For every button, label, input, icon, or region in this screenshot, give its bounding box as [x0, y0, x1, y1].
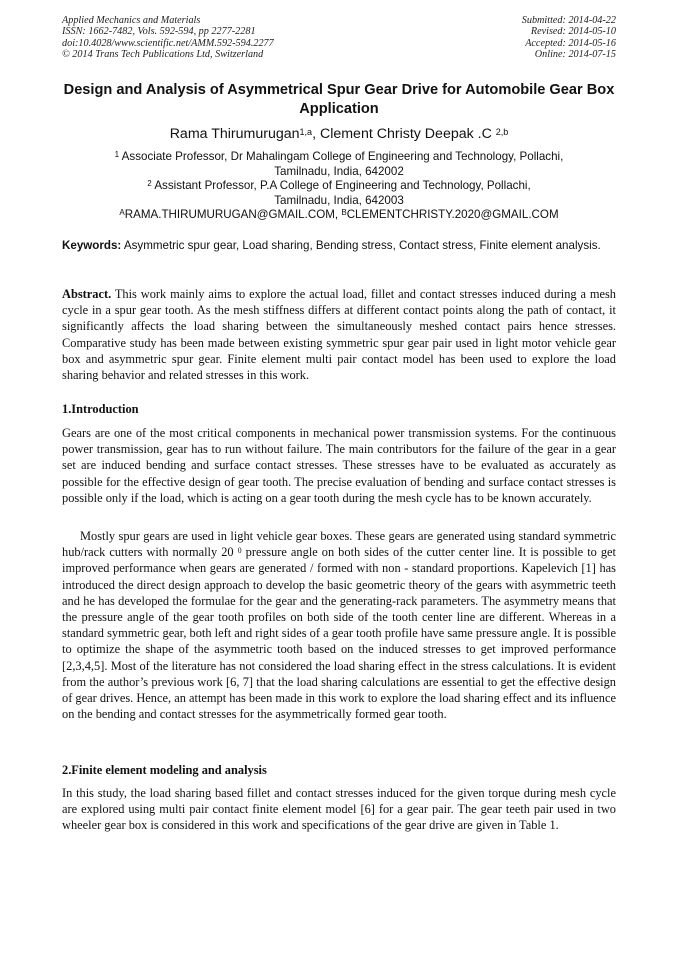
email-b: CLEMENTCHRISTY.2020@GMAIL.COM: [346, 208, 559, 221]
author-separator: ,: [312, 126, 320, 142]
affiliation-1-line-2: Tamilnadu, India, 642002: [274, 164, 404, 178]
abstract-label: Abstract.: [62, 287, 112, 301]
email-a-mark: A: [119, 208, 125, 217]
keywords-text: Asymmetric spur gear, Load sharing, Bending stress, Contact stress, Finite element analysis.: [121, 239, 601, 252]
section-2-paragraph-1: In this study, the load sharing based fillet and contact stresses induced for the given torque during mesh cycle are explored using multi pair contact finite element model [6] for a gear pair. The gear teeth pair used in two wheeler gear box is considered in this work and specifications of the gear drive are given in Table 1.: [62, 786, 616, 833]
paper-title: Design and Analysis of Asymmetrical Spur Gear Drive for Automobile Gear Box Application: [63, 82, 615, 117]
keywords-label: Keywords:: [62, 239, 122, 252]
affiliations: [62, 150, 616, 223]
doi-line: doi:10.4028/www.scientific.net/AMM.592-594.2277: [62, 37, 274, 49]
copyright-line: © 2014 Trans Tech Publications Ltd, Switzerland: [62, 48, 264, 60]
journal-name: Applied Mechanics and Materials: [62, 15, 201, 26]
paragraph-2-start: Mostly spur gears are used in light vehicle gear boxes. These gears are generated using standard symmetric hub/rack cutters with normally 20: [62, 529, 616, 560]
revised-date: Revised: 2014-05-10: [530, 26, 616, 38]
affiliation-1-mark: 1: [114, 150, 120, 159]
issn-line: ISSN: 1662-7482, Vols. 592-594, pp 2277-2281: [62, 26, 256, 38]
affiliation-2-text: Assistant Professor, P.A College of Engineering and Technology, Pollachi,: [151, 179, 531, 192]
accepted-date: Accepted: 2014-05-16: [525, 37, 616, 49]
author-1-affil-mark: 1,a: [299, 127, 313, 137]
journal-header: [62, 15, 274, 60]
author-1: Rama Thirumurugan: [169, 126, 300, 142]
affiliation-2-mark: 2: [147, 179, 152, 188]
abstract-text: This work mainly aims to explore the actual load, fillet and contact stresses induced during a mesh cycle in a spur gear tooth. As the mesh stiffness differs at different contact points along the path of contact, it significantly affects the load sharing between the simultaneously meshed contact pairs hence stresses. Comparative study has been made between existing symmetric spur gear pair used in light motor vehicle gear box and asymmetric spur gear. Finite element multi pair contact model has been used to explore the load sharing behavior and related stresses in this work.: [62, 287, 616, 383]
affiliation-2-line-1: [62, 179, 616, 194]
email-line: [62, 208, 616, 223]
paragraph-2-rest: pressure angle on both sides of the cutter center line. It is possible to get improved performance when gears are generated / formed with non - standard proportions. Kapelevich [1] has introduced the direct design approach to develop the basic geometric theory of the gears with asymmetric teeth and he has developed the formulae for the gear and the generating-rack parameters. The asymmetry means that the pressure angle of the gear tooth profiles on both side of the tooth center line are different. Whereas in a standard symmetric gear, both left and right sides of a gear tooth profile have same pressure angle. It is possible to optimize the shape of the asymmetric tooth based on the induced stresses to get improved performance [2,3,4,5]. Most of the literature has not considered the load sharing effect in the stress calculations. It is evident from the author’s previous work [6, 7] that the load sharing calculations are essential to get the effective design of gear drives. Hence, an attempt has been made in this work to explore the load sharing effect and its influence on the bending and contact stresses for the asymmetrically formed gear tooth.: [62, 545, 616, 722]
section-1-paragraph-2: [62, 528, 616, 722]
affiliation-2-line-2: Tamilnadu, India, 642003: [274, 193, 404, 207]
submitted-date: Submitted: 2014-04-22: [521, 15, 616, 26]
author-2-affil-mark: 2,b: [495, 127, 509, 137]
email-a: RAMA.THIRUMURUGAN@GMAIL.COM,: [124, 208, 342, 221]
section-2-heading: 2.Finite element modeling and analysis: [62, 763, 267, 777]
section-1-heading: 1.Introduction: [62, 402, 139, 416]
keywords: [62, 238, 616, 253]
affiliation-1-line-1: [62, 150, 616, 165]
affiliation-1-text: Associate Professor, Dr Mahalingam College of Engineering and Technology, Pollachi,: [119, 150, 564, 163]
author-line: [62, 124, 616, 144]
section-1-paragraph-1: Gears are one of the most critical components in mechanical power transmission systems. For the continuous power transmission, gear has to run without failure. The main contributors for the failure of the gear in a gear set are induced bending and surface contact stresses. These stresses have to be evaluated as accurately as possible for the effective design of gear tooth. The precise evaluation of bending and surface contact stresses is possible only if the load, which is acting on a gear tooth during the mesh cycle has to be known accurately.: [62, 426, 616, 505]
email-b-mark: B: [341, 208, 347, 217]
abstract: [62, 286, 616, 383]
degree-mark: 0: [237, 546, 242, 556]
author-2: Clement Christy Deepak .C: [319, 126, 496, 142]
dates-header: [522, 15, 616, 60]
online-date: Online: 2014-07-15: [534, 48, 616, 60]
